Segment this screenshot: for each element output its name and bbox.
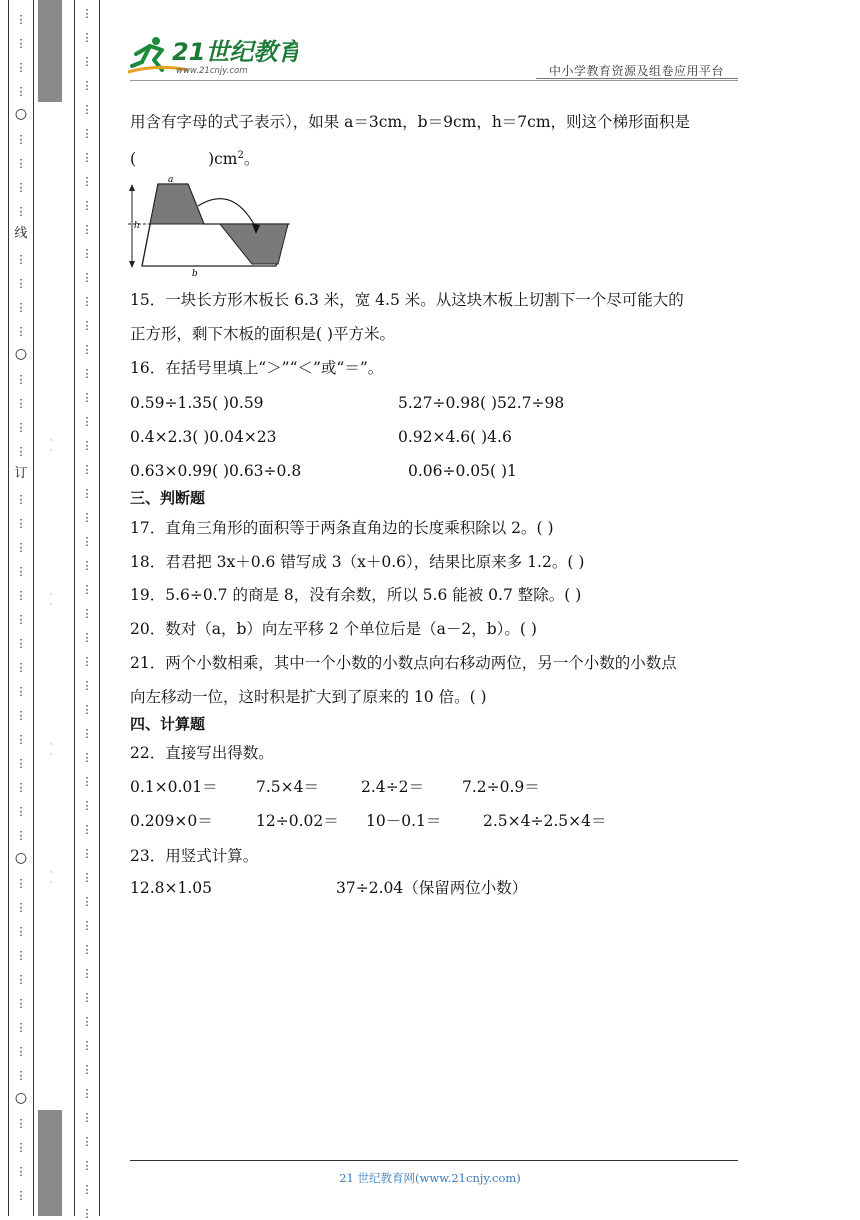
binding-dots: ⋮: [15, 157, 27, 170]
q20: 20．数对（a，b）向左平移 2 个单位后是（a－2，b）。( ): [130, 620, 537, 638]
binding-dots: ⋮: [81, 439, 93, 452]
binding-dots: ⋮: [81, 535, 93, 548]
binding-dots: ⋮: [81, 1159, 93, 1172]
binding-dots: ⋮: [15, 949, 27, 962]
binding-dots: ⋮: [81, 679, 93, 692]
gray-block-top: [38, 0, 62, 102]
inner-binding-strip: [74, 0, 100, 1220]
q16-r3-c2: 0.06÷0.05( )1: [408, 462, 517, 480]
binding-dots: ⋮: [15, 781, 27, 794]
q22-title: 22．直接写出得数。: [130, 744, 274, 762]
fig-label-h: h: [134, 221, 140, 231]
binding-dots: ⋮: [81, 7, 93, 20]
fig-label-a: a: [168, 175, 174, 185]
binding-dots: ⋮: [81, 1087, 93, 1100]
binding-dots: ⋮: [81, 511, 93, 524]
binding-dots: ⋮: [15, 1069, 27, 1082]
binding-dots: ⋮: [81, 871, 93, 884]
binding-dots: ⋮: [81, 1111, 93, 1124]
q23-title: 23．用竖式计算。: [130, 847, 259, 865]
binding-dots: ⋮: [15, 973, 27, 986]
binding-dots: ⋮: [15, 37, 27, 50]
q14-line2: ( )$cm^2$。: [130, 150, 260, 169]
binding-dots: ⋮: [15, 205, 27, 218]
binding-dots: ⋮: [81, 775, 93, 788]
seam-mark: · ·: [49, 868, 53, 888]
binding-dots: ⋮: [81, 319, 93, 332]
binding-dots: ⋮: [81, 199, 93, 212]
binding-dots: ⋮: [15, 1189, 27, 1202]
binding-dots: ⋮: [81, 367, 93, 380]
binding-dots: ⋮: [15, 829, 27, 842]
binding-dots: ⋮: [15, 997, 27, 1010]
binding-dots: ⋮: [15, 325, 27, 338]
binding-circle-icon: ○: [14, 106, 28, 122]
binding-dots: ⋮: [15, 181, 27, 194]
binding-dots: ⋮: [81, 79, 93, 92]
binding-dots: ⋮: [81, 1039, 93, 1052]
binding-dots: ⋮: [15, 13, 27, 26]
binding-dots: ⋮: [81, 415, 93, 428]
binding-dots: ⋮: [81, 847, 93, 860]
binding-dots: ⋮: [15, 757, 27, 770]
binding-dots: ⋮: [15, 85, 27, 98]
binding-dots: ⋮: [15, 685, 27, 698]
binding-dots: ⋮: [15, 61, 27, 74]
binding-dots: ⋮: [81, 295, 93, 308]
binding-dots: ⋮: [81, 655, 93, 668]
q14-line1: 用含有字母的式子表示），如果 a＝3cm，b＝9cm，h＝7cm，则这个梯形面积是: [130, 113, 691, 131]
seam-mark: · ·: [49, 436, 53, 456]
binding-dots: ⋮: [15, 421, 27, 434]
footer-rule: [130, 1160, 738, 1161]
platform-tagline: 中小学教育资源及组卷应用平台: [548, 64, 724, 78]
fig-label-b: b: [192, 269, 198, 278]
binding-dots: ⋮: [81, 55, 93, 68]
binding-dots: ⋮: [15, 709, 27, 722]
binding-dots: ⋮: [15, 373, 27, 386]
q22-r2-c4: 2.5×4÷2.5×4＝: [483, 812, 607, 830]
q16-r2-c2: 0.92×4.6( )4.6: [398, 428, 512, 446]
binding-dots: ⋮: [15, 1165, 27, 1178]
binding-dots: ⋮: [81, 751, 93, 764]
binding-dots: ⋮: [81, 1063, 93, 1076]
binding-dots: ⋮: [15, 517, 27, 530]
q22-r1-c1: 0.1×0.01＝: [130, 778, 218, 796]
binding-dots: ⋮: [15, 1021, 27, 1034]
binding-dots: ⋮: [81, 151, 93, 164]
binding-dots: ⋮: [15, 565, 27, 578]
binding-dots: ⋮: [15, 589, 27, 602]
binding-dots: ⋮: [81, 175, 93, 188]
binding-dots: ⋮: [15, 133, 27, 146]
q17: 17．直角三角形的面积等于两条直角边的长度乘积除以 2。( ): [130, 519, 554, 537]
seam-mark: · ·: [49, 740, 53, 760]
binding-dots: ⋮: [15, 637, 27, 650]
binding-dots: ⋮: [81, 727, 93, 740]
q23-item1: 12.8×1.05: [130, 879, 213, 897]
binding-dots: ⋮: [15, 805, 27, 818]
binding-dots: ⋮: [81, 127, 93, 140]
q22-r1-c4: 7.2÷0.9＝: [462, 778, 540, 796]
header-rule: [130, 80, 738, 81]
binding-dots: ⋮: [81, 343, 93, 356]
q22-r1-c2: 7.5×4＝: [256, 778, 319, 796]
binding-dots: ⋮: [81, 607, 93, 620]
q16-r1-c1: 0.59÷1.35( )0.59: [130, 394, 264, 412]
binding-dots: ⋮: [81, 799, 93, 812]
binding-dots: ⋮: [81, 919, 93, 932]
binding-dots: ⋮: [15, 925, 27, 938]
binding-dots: ⋮: [81, 1207, 93, 1220]
binding-dots: ⋮: [15, 301, 27, 314]
binding-dots: ⋮: [81, 631, 93, 644]
binding-dots: ⋮: [15, 613, 27, 626]
section4-title: 四、计算题: [130, 715, 206, 733]
q16-r2-c1: 0.4×2.3( )0.04×23: [130, 428, 277, 446]
binding-dots: ⋮: [15, 1117, 27, 1130]
binding-dots: ⋮: [81, 223, 93, 236]
binding-dots: ⋮: [15, 541, 27, 554]
binding-dots: ⋮: [81, 271, 93, 284]
q18: 18．君君把 3x＋0.6 错写成 3（x＋0.6），结果比原来多 1.2。( ): [130, 553, 585, 571]
binding-dots: ⋮: [15, 661, 27, 674]
footer-site-link[interactable]: 21 世纪教育网(www.21cnjy.com): [339, 1171, 521, 1185]
gray-block-bottom: [38, 1110, 62, 1216]
binding-circle-icon: ○: [14, 1090, 28, 1106]
binding-dots: ⋮: [81, 247, 93, 260]
binding-dots: ⋮: [15, 397, 27, 410]
header-rule-accent: [536, 78, 738, 79]
svg-text:www.21cnjy.com: www.21cnjy.com: [176, 66, 248, 76]
binding-dots: ⋮: [81, 823, 93, 836]
binding-dots: ⋮: [15, 277, 27, 290]
trapezoid-figure: [128, 172, 298, 278]
q19: 19．5.6÷0.7 的商是 8，没有余数，所以 5.6 能被 0.7 整除。( ): [130, 586, 582, 604]
q16-r1-c2: 5.27÷0.98( )52.7÷98: [398, 394, 565, 412]
binding-dots: ⋮: [81, 703, 93, 716]
binding-dots: ⋮: [15, 1141, 27, 1154]
binding-dots: ⋮: [15, 253, 27, 266]
site-logo: [128, 32, 298, 78]
q16-title: 16．在括号里填上“＞”“＜”或“＝”。: [130, 359, 384, 377]
binding-dots: ⋮: [15, 733, 27, 746]
q22-r2-c1: 0.209×0＝: [130, 812, 213, 830]
q22-r1-c3: 2.4÷2＝: [361, 778, 424, 796]
binding-dots: ⋮: [81, 583, 93, 596]
q22-r2-c2: 12÷0.02＝: [256, 812, 339, 830]
binding-dots: ⋮: [81, 559, 93, 572]
seam-mark: · ·: [49, 590, 53, 610]
binding-dots: ⋮: [15, 877, 27, 890]
binding-dots: ⋮: [81, 1135, 93, 1148]
binding-dots: ⋮: [81, 487, 93, 500]
binding-dots: ⋮: [81, 463, 93, 476]
binding-word: 订: [14, 466, 28, 481]
section3-title: 三、判断题: [130, 489, 206, 507]
q16-r3-c1: 0.63×0.99( )0.63÷0.8: [130, 462, 302, 480]
binding-dots: ⋮: [81, 103, 93, 116]
binding-word: 线: [14, 226, 28, 241]
q21-line1: 21．两个小数相乘，其中一个小数的小数点向右移动两位，另一个小数的小数点: [130, 654, 677, 672]
binding-dots: ⋮: [81, 31, 93, 44]
binding-dots: ⋮: [81, 1183, 93, 1196]
binding-dots: ⋮: [15, 1045, 27, 1058]
q15-line2: 正方形，剩下木板的面积是( )平方米。: [130, 325, 396, 343]
binding-dots: ⋮: [81, 967, 93, 980]
binding-dots: ⋮: [81, 895, 93, 908]
outer-binding-strip: [8, 0, 34, 1216]
binding-dots: ⋮: [15, 445, 27, 458]
q21-line2: 向左移动一位，这时积是扩大到了原来的 10 倍。( ): [130, 688, 487, 706]
binding-circle-icon: ○: [14, 346, 28, 362]
q22-r2-c3: 10－0.1＝: [366, 812, 442, 830]
binding-circle-icon: ○: [14, 850, 28, 866]
binding-dots: ⋮: [81, 391, 93, 404]
q23-item2: 37÷2.04（保留两位小数）: [336, 879, 528, 897]
binding-dots: ⋮: [81, 991, 93, 1004]
svg-text:21世纪教育: 21世纪教育: [172, 38, 298, 66]
binding-dots: ⋮: [81, 1015, 93, 1028]
q15-line1: 15．一块长方形木板长 6.3 米，宽 4.5 米。从这块木板上切割下一个尽可能大的: [130, 291, 684, 309]
binding-dots: ⋮: [81, 943, 93, 956]
binding-dots: ⋮: [15, 493, 27, 506]
binding-dots: ⋮: [15, 901, 27, 914]
